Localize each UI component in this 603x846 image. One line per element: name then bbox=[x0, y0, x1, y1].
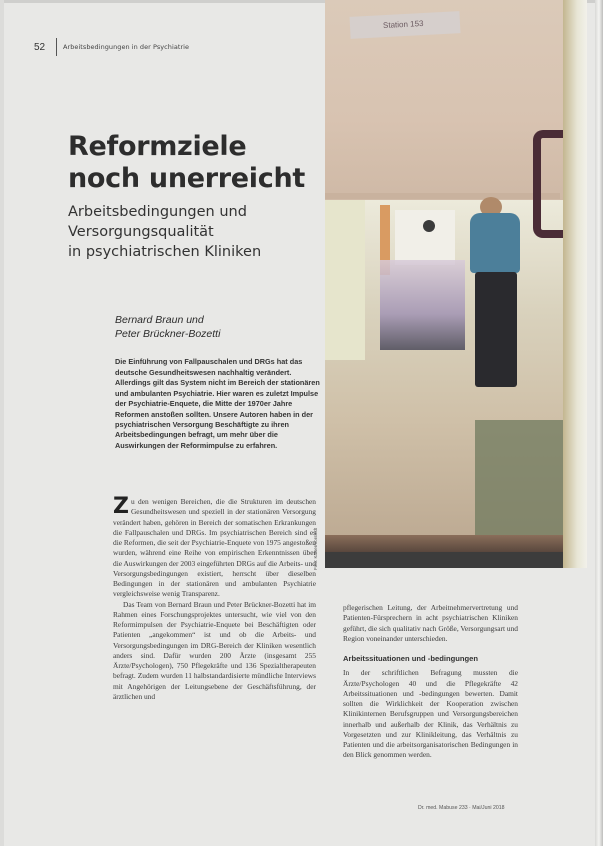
photo-bottom-edge bbox=[325, 552, 587, 568]
door-handle bbox=[533, 130, 567, 238]
subhead-line-3: in psychiatrischen Kliniken bbox=[68, 244, 262, 260]
body-paragraph: u den wenigen Bereichen, die die Strukturen im deutschen Gesundheitswesen und speziell in der stationären Versorgung verändert haben, gehören in Bereich der somatischen Erkrankungen die Fallpauschalen und DRGs. Im psychiatrischen Bereich sind es die Reformen, die seit der Psychiatrie-Enquete von 1975 angestoßen wurden, während eine Reihe von empirischen Erkenntnissen über die Auswirkungen der 2003 eingeführten DRGs auf die Arbeits- und Versorgungsbedingungen existiert, herrscht über dieselben Bedingungen in der stationären und ambulanten Psychiatrie vergleichsweise wenig Transparenz. bbox=[113, 497, 316, 599]
photo-credit: Foto: Kaiser/Vorstedt bbox=[313, 527, 318, 570]
footer-citation: Dr. med. Mabuse 233 · Mai/Juni 2018 bbox=[418, 805, 505, 811]
scan-edge-right bbox=[595, 0, 603, 846]
far-doorway bbox=[395, 210, 455, 265]
article-subhead bbox=[68, 202, 261, 262]
corridor-photo bbox=[325, 0, 587, 568]
headline-line-1: Reformziele bbox=[68, 131, 247, 162]
people-in-distance bbox=[380, 260, 465, 350]
door-frame-right bbox=[563, 0, 587, 568]
article-headline bbox=[68, 131, 305, 195]
ceiling-lamp bbox=[423, 220, 435, 232]
header-divider bbox=[56, 38, 57, 56]
door-edge bbox=[325, 193, 560, 199]
author-line-1: Bernard Braun und bbox=[115, 314, 204, 326]
section-subheading: Arbeitssituationen und -bedingungen bbox=[343, 654, 478, 663]
floor-reflection bbox=[475, 420, 563, 550]
body-paragraph: In der schriftlichen Befragung mussten die Ärzte/Psychologen 40 und die Pflegekräfte 42 Arbeitssituationen und -bedingungen bewerten. Damit sollten die Wirklichkeit der Kooperation zwischen Klinikinternen Berufsgruppen und Versorgungsbereichen innerhalb und außerhalb der Klinik, das Verhältnis zu Vorgesetzten und zur Klinikleitung, das Verhältnis zu Patienten und die arbeitsorganisatorischen Bedingungen in den Blick genommen werden. bbox=[343, 668, 518, 760]
section-title: Arbeitsbedingungen in der Psychiatrie bbox=[63, 43, 190, 51]
subhead-line-2: Versorgungsqualität bbox=[68, 224, 214, 240]
author-line-2: Peter Brückner-Bozetti bbox=[115, 328, 221, 340]
article-lede: Die Einführung von Fallpauschalen und DRGs hat das deutsche Gesundheitswesen nachhaltig verändert. Allerdings gilt das System nicht im Bereich der stationären und ambulanten Psychiatrie. Hier waren es zuletzt Impulse der Psychiatrie-Enquete, die Mitte der 1970er Jahre Reformen anstoßen sollten. Unsere Autoren haben in der psychiatrischen Versorgung Beschäftigte zu ihren Arbeitsbedingungen befragt, um mehr über die Auswirkungen der Reformimpulse zu erfahren. bbox=[115, 357, 320, 450]
page-number: 52 bbox=[34, 41, 46, 53]
body-paragraph: Das Team von Bernard Braun und Peter Brückner-Bozetti hat im Rahmen eines Forschungsprojektes untersucht, wie viel von den Reformimpulsen der Psychiatrie-Enquete bei Beschäftigten oder Patienten „angekommen“ ist und ob die Arbeits- und Versorgungsbedingungen im DRG-Bereich der Kliniken wesentlich anders sind. Dafür wurden 200 Ärzte (insgesamt 255 Ärzte/Psychologen), 750 Pflegekräfte und 136 Spezialtherapeuten befragt. Zudem wurden 11 halbstandardisierte mündliche Interviews mit Angehörigen der Leitungsebene der Geschäftsführung, der ärztlichen und bbox=[113, 599, 316, 701]
person-blue-shirt bbox=[470, 213, 520, 273]
running-head bbox=[34, 38, 189, 56]
body-column-2 bbox=[343, 603, 518, 761]
body-column-1 bbox=[113, 494, 316, 702]
headline-line-2: noch unerreicht bbox=[68, 163, 305, 194]
corridor-wall bbox=[325, 200, 365, 360]
author-byline bbox=[115, 313, 220, 341]
subhead-line-1: Arbeitsbedingungen und bbox=[68, 204, 247, 220]
scan-edge-left bbox=[0, 0, 4, 846]
person-legs bbox=[475, 272, 517, 387]
body-paragraph: pflegerischen Leitung, der Arbeitnehmervertretung und Patienten-Fürsprechern in acht psychiatrischen Kliniken geführt, die sich qualitativ nach Größe, Versorgungsart und Region voneinander unterschieden. bbox=[343, 603, 518, 643]
ward-sign-label: Station 153 bbox=[382, 18, 424, 31]
drop-cap: Z bbox=[113, 494, 129, 519]
